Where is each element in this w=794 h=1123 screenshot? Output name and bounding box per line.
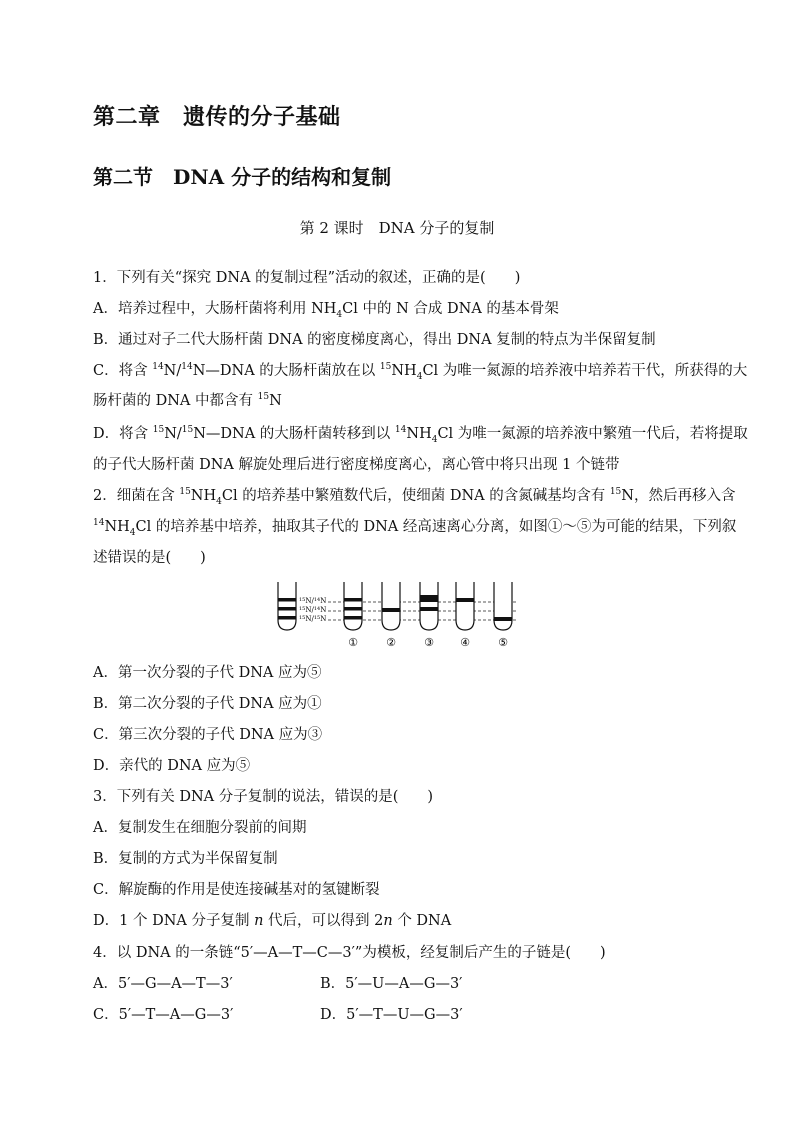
- tube-5: [494, 582, 512, 630]
- q3-option-a: A．复制发生在细胞分裂前的间期: [93, 820, 307, 836]
- ref-label-2: $^{15}$N/$^{14}$N: [299, 606, 327, 614]
- tube-label-1: ①: [348, 636, 358, 649]
- tube-1: [344, 582, 362, 630]
- q3-option-b: B．复制的方式为半保留复制: [93, 851, 278, 867]
- ref-band-3: [278, 616, 296, 620]
- q1-option-d-line2: 的子代大肠杆菌 DNA 解旋处理后进行密度梯度离心，离心管中将只出现 1 个链带: [93, 457, 620, 473]
- tube-label-5: ⑤: [498, 636, 508, 649]
- q2-option-c: C．第三次分裂的子代 DNA 应为③: [93, 727, 323, 743]
- q3-option-c: C．解旋酶的作用是使连接碱基对的氢键断裂: [93, 882, 380, 898]
- section-title: 第二节 DNA 分子的结构和复制: [93, 165, 392, 189]
- q2-stem-line2: $^{14}NH_4Cl$ 的培养基中培养，抽取其子代的 DNA 经高速离心分离，如图①～⑤为可能的结果，下列叙: [93, 518, 737, 538]
- ref-band-2: [278, 607, 296, 611]
- q3-stem: 3．下列有关 DNA 分子复制的说法，错误的是( ): [93, 789, 434, 805]
- q4-option-c: C．5′—T—A—G—3′: [93, 1007, 234, 1023]
- tube-2: [382, 582, 400, 630]
- ref-label-1: $^{15}$N/$^{14}$N: [299, 597, 327, 605]
- tube-4: [456, 582, 474, 630]
- q4-stem: 4．以 DNA 的一条链“5′—A—T—C—3′”为模板，经复制后产生的子链是( ): [93, 945, 606, 961]
- q4-option-a: A．5′—G—A—T—3′: [93, 976, 233, 992]
- q2-option-d: D．亲代的 DNA 应为⑤: [93, 758, 251, 774]
- tube-label-4: ④: [460, 636, 470, 649]
- q1-option-d-line1: D．将含 $^{15}$N/$^{15}$N—DNA 的大肠杆菌转移到以 $^{14}NH_4Cl$ 为唯一氮源的培养液中繁殖一代后，若将提取: [93, 425, 748, 445]
- tube-label-3: ③: [424, 636, 434, 649]
- q1-option-c-line2: 肠杆菌的 DNA 中都含有 $^{15}$N: [93, 392, 282, 409]
- tube-3: [420, 582, 438, 630]
- tube-label-2: ②: [386, 636, 396, 649]
- q1-stem: 1．下列有关“探究 DNA 的复制过程”活动的叙述，正确的是( ): [93, 270, 521, 286]
- q1-option-a: A．培养过程中，大肠杆菌将利用 $NH_4Cl$ 中的 N 合成 DNA 的基本骨架: [93, 301, 559, 320]
- q2-stem-line1: 2．细菌在含 $^{15}NH_4Cl$ 的培养基中繁殖数代后，使细菌 DNA 的含氮碱基均含有 $^{15}$N，然后再移入含: [93, 487, 736, 507]
- chapter-title: 第二章 遗传的分子基础: [93, 104, 341, 130]
- q1-option-b: B．通过对子二代大肠杆菌 DNA 的密度梯度离心，得出 DNA 复制的特点为半保留复制: [93, 332, 656, 348]
- q2-option-a: A．第一次分裂的子代 DNA 应为⑤: [93, 665, 322, 681]
- ref-label-3: $^{15}$N/$^{15}$N: [299, 615, 327, 623]
- centrifuge-tubes-figure: [272, 578, 522, 650]
- q2-stem-line3: 述错误的是( ): [93, 550, 206, 566]
- q4-option-d: D．5′—T—U—G—3′: [320, 1007, 463, 1023]
- reference-tube: [278, 582, 296, 630]
- q3-option-d: D．1 个 DNA 分子复制 n 代后，可以得到 2n 个 DNA: [93, 913, 452, 929]
- lesson-title: 第 2 课时 DNA 分子的复制: [299, 219, 495, 237]
- q4-option-b: B．5′—U—A—G—3′: [320, 976, 463, 992]
- ref-band-1: [278, 598, 296, 602]
- q2-option-b: B．第二次分裂的子代 DNA 应为①: [93, 696, 322, 712]
- q1-option-c-line1: C．将含 $^{14}$N/$^{14}$N—DNA 的大肠杆菌放在以 $^{15}NH_4Cl$ 为唯一氮源的培养液中培养若干代，所获得的大: [93, 362, 748, 382]
